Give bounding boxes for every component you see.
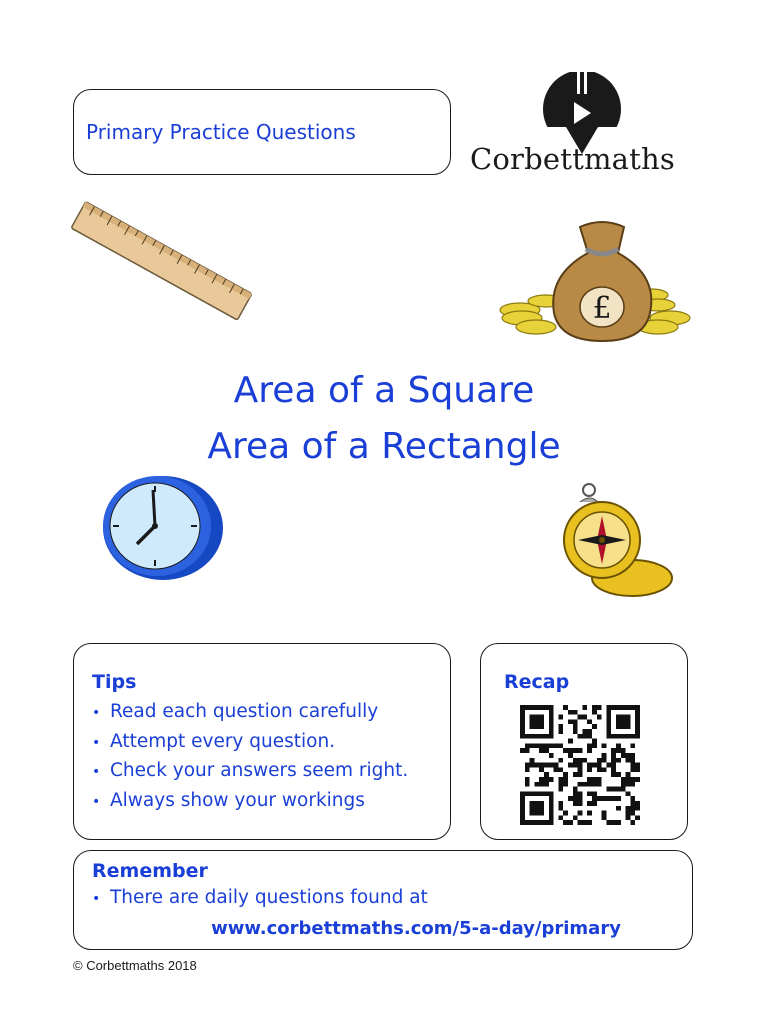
footer-copyright: © Corbettmaths 2018 (73, 958, 197, 973)
remember-box (73, 850, 693, 950)
clock-icon (95, 470, 227, 582)
tips-heading: Tips (92, 671, 137, 693)
tip-text: Check your answers seem right. (110, 760, 409, 781)
logo-text: Corbettmaths (470, 142, 675, 176)
main-title-line2: Area of a Rectangle (207, 426, 561, 467)
remember-line: • There are daily questions found at (92, 887, 428, 908)
header-title: Primary Practice Questions (86, 120, 356, 144)
main-title-line1: Area of a Square (233, 370, 535, 411)
tip-text: Always show your workings (110, 789, 365, 811)
tip-text: Read each question carefully (110, 701, 379, 722)
ruler-icon (62, 198, 262, 323)
list-item: • Always show your workings (92, 789, 365, 811)
remember-text: There are daily questions found at (110, 887, 428, 908)
list-item: • Attempt every question. (92, 730, 336, 752)
tips-list (92, 697, 408, 815)
recap-heading: Recap (504, 671, 570, 693)
money-bag-icon (498, 215, 694, 345)
remember-url-link[interactable]: www.corbettmaths.com/5-a-day/primary (211, 918, 621, 939)
list-item: • Check your answers seem right. (92, 760, 409, 781)
remember-heading: Remember (92, 860, 208, 882)
tip-text: Attempt every question. (110, 730, 336, 752)
recap-box (480, 643, 688, 840)
header-box (73, 89, 451, 175)
tips-box (73, 643, 451, 840)
qr-code-icon[interactable] (517, 705, 643, 825)
svg-text:£: £ (592, 291, 612, 326)
compass-icon (560, 480, 675, 602)
list-item: • Read each question carefully (92, 701, 379, 722)
